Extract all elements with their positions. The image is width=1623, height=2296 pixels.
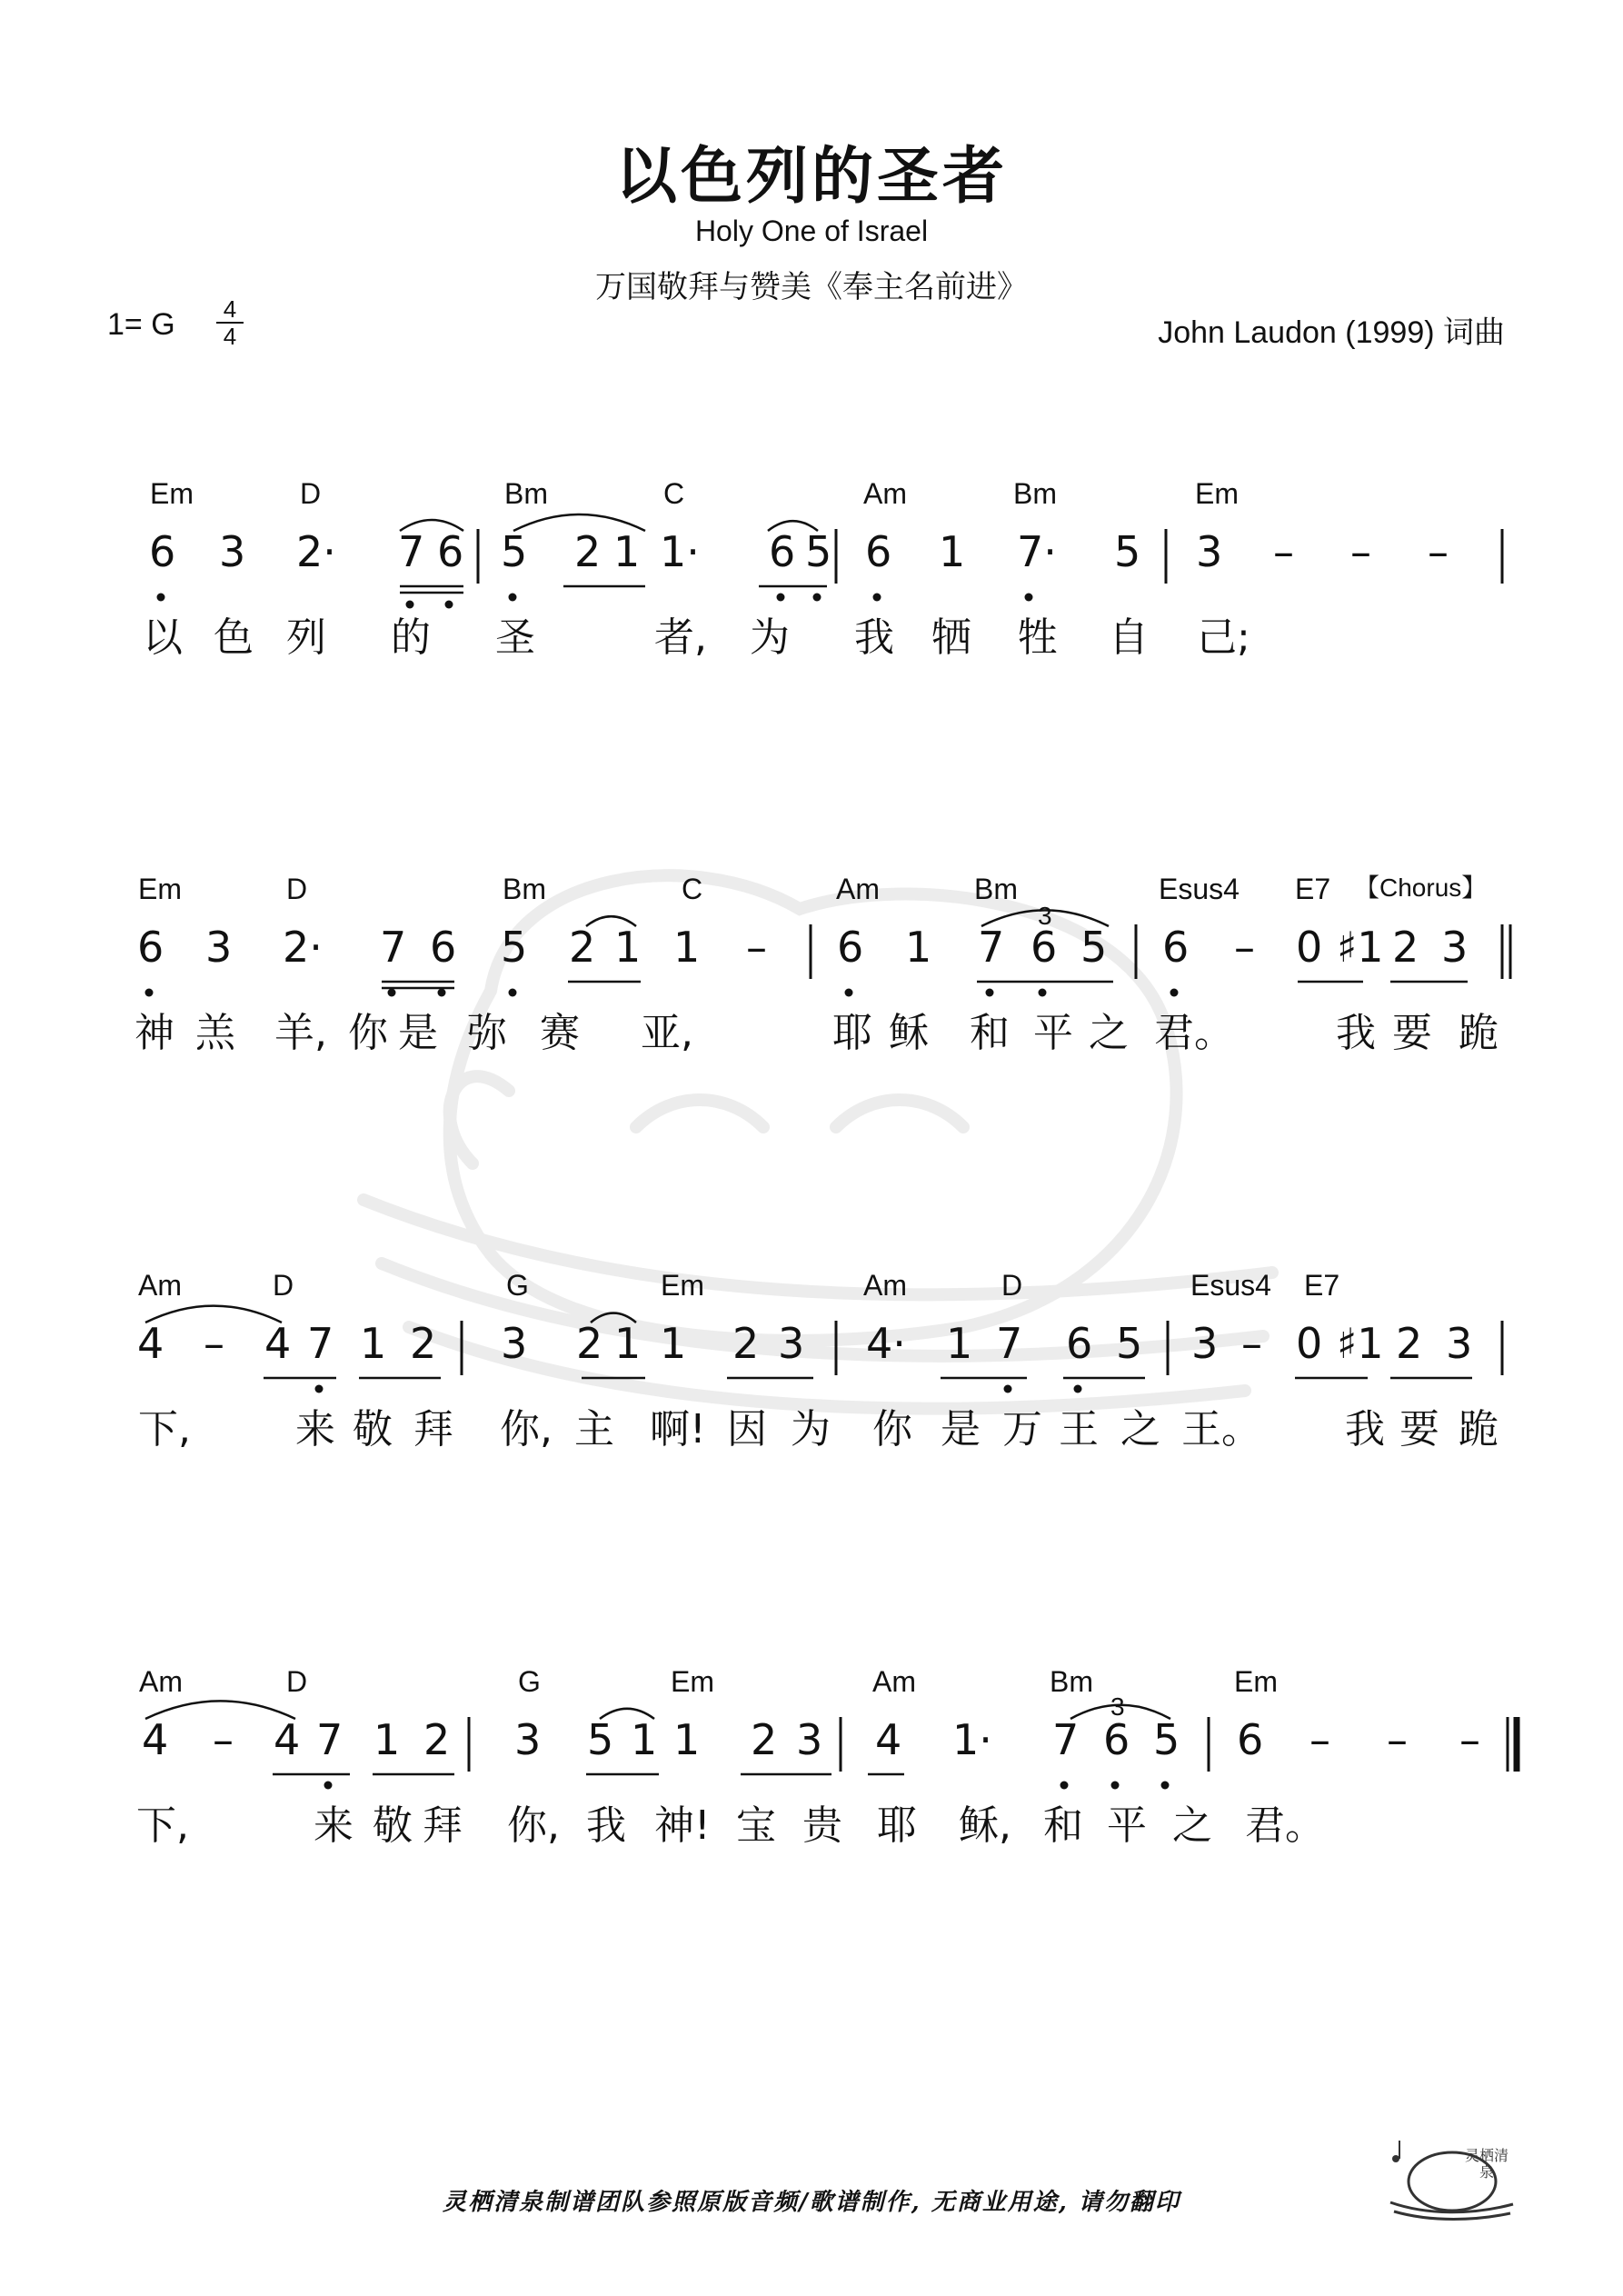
octave-dot — [813, 594, 821, 602]
octave-dot — [1025, 594, 1033, 602]
note-symbol: 6 — [430, 923, 457, 972]
sheep-logo-icon — [1381, 2131, 1518, 2222]
note-symbol: 2 — [1392, 923, 1419, 972]
note-symbol: 3 — [1196, 527, 1223, 576]
octave-dot — [445, 601, 453, 609]
note-symbol: 7 — [978, 923, 1005, 972]
lyric-character: 敬 — [373, 1802, 413, 1849]
key-signature: 1= G — [107, 307, 175, 342]
lyric-character: 你, — [507, 1802, 560, 1849]
chord-symbol: G — [518, 1665, 541, 1698]
note-symbol: 5 — [1080, 923, 1108, 972]
note-symbol: – — [213, 1715, 234, 1764]
chord-symbol: D — [300, 477, 322, 510]
note-symbol: 6 — [137, 923, 164, 972]
lyric-character: 你, — [500, 1406, 553, 1452]
note-symbol: 2 — [574, 527, 602, 576]
lyric-character: 列 — [286, 614, 326, 661]
chord-symbol: Em — [671, 1665, 714, 1698]
octave-dot — [986, 989, 994, 997]
lyric-character: 以 — [143, 614, 183, 661]
note-symbol: 3 — [501, 1319, 528, 1368]
note-symbol: 6 — [1066, 1319, 1093, 1368]
note-symbol: 2· — [283, 923, 323, 972]
note-symbol: – — [1309, 1715, 1330, 1764]
note-symbol: 5 — [501, 923, 528, 972]
tuplet-number: 3 — [1110, 1692, 1125, 1721]
lyric-character: 是 — [398, 1010, 438, 1056]
note-symbol: 5 — [587, 1715, 614, 1764]
lyric-character: 君。 — [1154, 1010, 1234, 1056]
lyric-character: 来 — [314, 1802, 353, 1849]
note-symbol: 7· — [1017, 527, 1057, 576]
octave-dot — [777, 594, 785, 602]
lyric-character: 敬 — [353, 1406, 393, 1452]
lyric-character: 赛 — [540, 1010, 580, 1056]
note-symbol: 1 — [360, 1319, 387, 1368]
octave-dot — [315, 1385, 324, 1393]
chord-symbol: C — [682, 873, 703, 905]
note-symbol: – — [1428, 527, 1449, 576]
note-symbol: 6 — [865, 527, 892, 576]
note-symbol: 6 — [769, 527, 796, 576]
time-signature-top: 4 — [223, 295, 237, 323]
octave-dot — [845, 989, 853, 997]
octave-dot — [1074, 1385, 1082, 1393]
note-symbol: 6 — [1162, 923, 1190, 972]
chord-symbol: Em — [150, 477, 194, 510]
note-symbol: 6 — [437, 527, 464, 576]
note-symbol: 6 — [149, 527, 176, 576]
lyric-character: 神 — [134, 1010, 174, 1056]
lyric-character: 要 — [1392, 1010, 1432, 1056]
footer-note: 灵栖清泉制谱团队参照原版音频/歌谱制作, 无商业用途, 请勿翻印 — [443, 2189, 1180, 2216]
chord-symbol: Am — [138, 1269, 182, 1302]
note-symbol: 1 — [631, 1715, 658, 1764]
note-symbol: 1 — [946, 1319, 973, 1368]
lyric-character: 和 — [1043, 1802, 1083, 1849]
lyric-character: 啊! — [650, 1406, 706, 1452]
note-symbol: 6 — [1031, 923, 1058, 972]
lyric-character: 亚, — [641, 1010, 693, 1056]
note-symbol: 1 — [660, 1319, 687, 1368]
octave-dot — [509, 594, 517, 602]
lyric-character: 为 — [791, 1406, 831, 1452]
chord-symbol: Am — [836, 873, 880, 905]
chord-symbol: Am — [863, 1269, 907, 1302]
note-symbol: 4 — [264, 1319, 292, 1368]
note-symbol: 1 — [614, 1319, 642, 1368]
chord-symbol: D — [1001, 1269, 1023, 1302]
note-symbol: 2 — [751, 1715, 778, 1764]
lyric-character: 平 — [1033, 1010, 1073, 1056]
octave-dot — [1161, 1782, 1170, 1790]
note-symbol: 3 — [796, 1715, 823, 1764]
note-symbol: – — [1234, 923, 1255, 972]
note-symbol: – — [1350, 527, 1371, 576]
lyric-character: 之 — [1089, 1010, 1129, 1056]
octave-dot — [1111, 1782, 1120, 1790]
lyric-character: 为 — [750, 614, 790, 661]
note-symbol: 5 — [501, 527, 528, 576]
note-symbol: 5 — [805, 527, 832, 576]
lyric-character: 来 — [295, 1406, 335, 1452]
note-symbol: – — [204, 1319, 224, 1368]
lyric-character: 贵 — [802, 1802, 842, 1849]
lyric-character: 万 — [1002, 1406, 1042, 1452]
lyric-character: 平 — [1107, 1802, 1147, 1849]
note-symbol: 3 — [1446, 1319, 1473, 1368]
lyric-character: 你 — [872, 1406, 912, 1452]
lyric-character: 色 — [214, 614, 254, 661]
lyric-character: 你 — [348, 1010, 388, 1056]
time-signature-bottom: 4 — [223, 323, 237, 350]
octave-dot — [438, 989, 446, 997]
note-symbol: 3 — [219, 527, 246, 576]
chord-symbol: Esus4 — [1159, 873, 1240, 905]
chorus-label: 【Chorus】 — [1354, 873, 1488, 902]
lyric-character: 耶 — [832, 1010, 872, 1056]
note-symbol: 3 — [205, 923, 233, 972]
lyric-character: 下, — [138, 1406, 191, 1452]
chord-symbol: Am — [863, 477, 907, 510]
note-symbol: 1· — [660, 527, 700, 576]
lyric-character: 我 — [1336, 1010, 1376, 1056]
note-symbol: 7 — [307, 1319, 334, 1368]
logo-text: 灵栖清泉 — [1464, 2147, 1508, 2181]
chord-symbol: Em — [138, 873, 182, 905]
note-symbol: 5 — [1114, 527, 1141, 576]
note-symbol: 3 — [514, 1715, 542, 1764]
note-symbol: 1 — [614, 923, 642, 972]
chord-symbol: Bm — [1050, 1665, 1093, 1698]
lyric-character: 己; — [1197, 614, 1250, 661]
note-symbol: – — [1273, 527, 1294, 576]
tuplet-number: 3 — [1038, 902, 1052, 930]
lyric-character: 王 — [1059, 1406, 1099, 1452]
octave-dot — [509, 989, 517, 997]
chord-symbol: E7 — [1295, 873, 1331, 905]
note-symbol: 1 — [939, 527, 966, 576]
lyric-character: 下, — [136, 1802, 189, 1849]
chord-symbol: Em — [661, 1269, 704, 1302]
song-source: 万国敬拜与赞美《奉主名前进》 — [595, 269, 1028, 305]
chord-symbol: Esus4 — [1190, 1269, 1271, 1302]
chord-symbol: Am — [139, 1665, 183, 1698]
lyric-character: 牲 — [1018, 614, 1058, 661]
chord-symbol: Em — [1195, 477, 1239, 510]
note-symbol: 7 — [1052, 1715, 1080, 1764]
note-symbol: 6 — [1103, 1715, 1130, 1764]
chord-symbol: Bm — [504, 477, 548, 510]
octave-dot — [157, 594, 165, 602]
note-symbol: 2 — [569, 923, 596, 972]
lyric-character: 因 — [727, 1406, 767, 1452]
note-symbol: 0 — [1296, 923, 1323, 972]
note-symbol: 6 — [1237, 1715, 1264, 1764]
chord-symbol: Bm — [974, 873, 1018, 905]
note-symbol: 7 — [996, 1319, 1023, 1368]
lyric-character: 我 — [1345, 1406, 1385, 1452]
octave-dot — [324, 1782, 333, 1790]
chord-symbol: Bm — [1013, 477, 1057, 510]
lyric-character: 王。 — [1181, 1406, 1261, 1452]
lyric-character: 拜 — [413, 1406, 453, 1452]
note-symbol: 2 — [576, 1319, 603, 1368]
lyric-character: 之 — [1172, 1802, 1212, 1849]
note-symbol: 7 — [316, 1715, 344, 1764]
chord-symbol: D — [273, 1269, 294, 1302]
lyric-character: 羊, — [274, 1010, 327, 1056]
note-symbol: 4 — [137, 1319, 164, 1368]
octave-dot — [1004, 1385, 1012, 1393]
note-symbol: 2 — [732, 1319, 760, 1368]
composer-credit: John Laudon (1999) 词曲 — [1158, 315, 1505, 350]
octave-dot — [145, 989, 154, 997]
note-symbol: 4 — [274, 1715, 301, 1764]
lyric-character: 者, — [654, 614, 707, 661]
note-symbol: 4 — [875, 1715, 902, 1764]
note-symbol: – — [1241, 1319, 1262, 1368]
lyric-character: 是 — [941, 1406, 981, 1452]
note-symbol: 5 — [1153, 1715, 1180, 1764]
note-symbol: 1 — [673, 923, 701, 972]
song-subtitle: Holy One of Israel — [694, 215, 929, 247]
note-symbol: 1 — [373, 1715, 401, 1764]
chord-symbol: D — [286, 1665, 308, 1698]
octave-dot — [1170, 989, 1179, 997]
note-symbol: 1 — [905, 923, 932, 972]
note-symbol: 5 — [1116, 1319, 1143, 1368]
lyric-character: 跪 — [1459, 1010, 1499, 1056]
lyric-character: 和 — [970, 1010, 1010, 1056]
chord-symbol: C — [663, 477, 685, 510]
song-title: 以色列的圣者 — [614, 141, 1008, 213]
chord-symbol: E7 — [1304, 1269, 1340, 1302]
note-symbol: – — [746, 923, 767, 972]
lyric-character: 我 — [854, 614, 894, 661]
lyric-character: 主 — [574, 1406, 614, 1452]
lyric-character: 圣 — [495, 614, 535, 661]
note-symbol: 1 — [673, 1715, 701, 1764]
note-symbol: – — [1459, 1715, 1480, 1764]
chord-symbol: Em — [1234, 1665, 1278, 1698]
note-symbol: 4· — [866, 1319, 906, 1368]
note-symbol: 3 — [778, 1319, 805, 1368]
lyric-character: 自 — [1109, 614, 1149, 661]
lyric-character: 之 — [1120, 1406, 1160, 1452]
note-symbol: ♯1 — [1337, 1319, 1384, 1368]
lyric-character: 宝 — [736, 1802, 776, 1849]
octave-dot — [388, 989, 396, 997]
note-symbol: 2· — [296, 527, 336, 576]
lyric-character: 君。 — [1245, 1802, 1325, 1849]
note-symbol: 7 — [398, 527, 425, 576]
lyric-character: 跪 — [1459, 1406, 1499, 1452]
note-symbol: 0 — [1296, 1319, 1323, 1368]
chord-symbol: Bm — [503, 873, 546, 905]
octave-dot — [873, 594, 881, 602]
lyric-character: 稣 — [889, 1010, 929, 1056]
chord-symbol: Am — [872, 1665, 916, 1698]
note-symbol: 3 — [1441, 923, 1469, 972]
lyric-character: 羔 — [195, 1010, 235, 1056]
lyric-character: 拜 — [423, 1802, 463, 1849]
note-symbol: 1· — [952, 1715, 992, 1764]
note-symbol: 3 — [1191, 1319, 1219, 1368]
lyric-character: 稣, — [959, 1802, 1011, 1849]
note-symbol: ♯1 — [1337, 923, 1384, 972]
octave-dot — [1039, 989, 1047, 997]
lyric-character: 弥 — [467, 1010, 507, 1056]
note-symbol: 6 — [837, 923, 864, 972]
note-symbol: 2 — [423, 1715, 451, 1764]
note-symbol: 2 — [1396, 1319, 1423, 1368]
lyric-character: 的 — [391, 614, 431, 661]
lyric-character: 牺 — [931, 614, 971, 661]
lyric-character: 我 — [586, 1802, 626, 1849]
note-symbol: 7 — [380, 923, 407, 972]
octave-dot — [1060, 1782, 1069, 1790]
lyric-character: 要 — [1399, 1406, 1439, 1452]
note-symbol: 2 — [410, 1319, 437, 1368]
lyric-character: 耶 — [877, 1802, 917, 1849]
note-symbol: 4 — [142, 1715, 169, 1764]
chord-symbol: D — [286, 873, 308, 905]
note-symbol: 1 — [613, 527, 641, 576]
note-symbol: – — [1387, 1715, 1408, 1764]
lyric-character: 神! — [654, 1802, 711, 1849]
chord-symbol: G — [506, 1269, 529, 1302]
